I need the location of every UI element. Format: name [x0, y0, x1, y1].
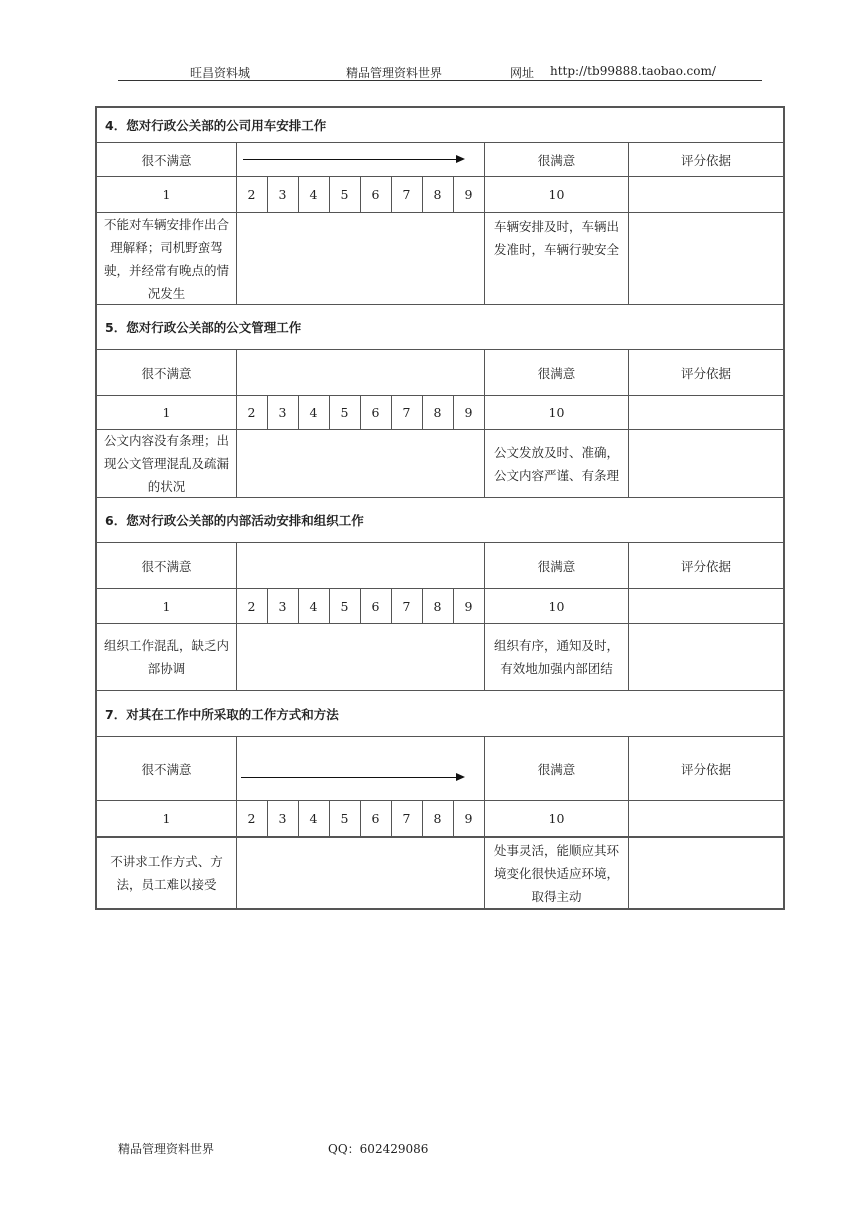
scale-label-row — [97, 736, 783, 800]
basis-label: 评分依据 — [680, 365, 731, 381]
score-4[interactable]: 4 — [309, 811, 318, 826]
low-description: 不讲求工作方式、方法，员工难以接受 — [110, 854, 223, 892]
high-description: 组织有序，通知及时，有效地加强内部团结 — [493, 638, 619, 676]
high-label: 很满意 — [537, 365, 576, 381]
low-label: 很不满意 — [141, 558, 192, 574]
score-9[interactable]: 9 — [464, 405, 473, 420]
section-title-row — [97, 304, 783, 349]
score-row — [97, 588, 783, 623]
low-label: 很不满意 — [141, 761, 192, 777]
low-label: 很不满意 — [141, 152, 192, 168]
page-header — [118, 64, 762, 81]
low-description: 组织工作混乱，缺乏内部协调 — [103, 638, 229, 676]
score-row — [97, 176, 783, 212]
satisfaction-form — [95, 106, 785, 910]
score-1[interactable]: 1 — [162, 187, 171, 202]
scale-label-row — [97, 542, 783, 588]
score-1[interactable]: 1 — [162, 598, 171, 614]
section-7 — [97, 690, 783, 908]
score-2[interactable]: 2 — [247, 405, 256, 420]
low-description: 公文内容没有条理；出现公文管理混乱及疏漏的状况 — [103, 433, 229, 494]
section-5 — [97, 304, 783, 497]
score-7[interactable]: 7 — [402, 405, 411, 420]
score-1[interactable]: 1 — [162, 811, 171, 826]
score-6[interactable]: 6 — [371, 187, 380, 202]
description-row — [97, 429, 783, 497]
score-5[interactable]: 5 — [340, 405, 349, 420]
score-3[interactable]: 3 — [278, 811, 287, 826]
score-row — [97, 800, 783, 836]
high-label: 很满意 — [537, 761, 576, 777]
section-title: 4．您对行政公关部的公司用车安排工作 — [105, 118, 327, 133]
footer-left-text: 精品管理资料世界 — [118, 1142, 215, 1156]
score-7[interactable]: 7 — [402, 598, 411, 614]
basis-input[interactable] — [629, 624, 783, 690]
basis-label: 评分依据 — [680, 558, 731, 574]
high-description: 公文发放及时、准确，公文内容严谨、有条理 — [493, 444, 619, 483]
score-5[interactable]: 5 — [340, 811, 349, 826]
section-title: 7．对其在工作中所采取的工作方式和方法 — [105, 706, 339, 722]
description-row — [97, 836, 783, 908]
high-description: 车辆安排及时，车辆出发准时，车辆行驶安全 — [493, 219, 619, 257]
score-2[interactable]: 2 — [247, 598, 256, 614]
score-5[interactable]: 5 — [340, 187, 349, 202]
basis-label: 评分依据 — [680, 761, 731, 777]
score-4[interactable]: 4 — [309, 598, 318, 614]
score-1[interactable]: 1 — [162, 405, 171, 420]
scale-label-row — [97, 142, 783, 176]
section-title-row — [97, 497, 783, 542]
score-9[interactable]: 9 — [464, 598, 473, 614]
scale-label-row — [97, 349, 783, 395]
basis-input[interactable] — [629, 213, 783, 304]
section-title: 5．您对行政公关部的公文管理工作 — [105, 320, 302, 335]
header-left-text: 旺昌资料城 — [190, 66, 251, 80]
low-label: 很不满意 — [141, 365, 192, 381]
section-4 — [97, 108, 783, 304]
high-description: 处事灵活，能顺应其环境变化很快适应环境，取得主动 — [493, 842, 619, 904]
high-label: 很满意 — [537, 152, 576, 168]
score-6[interactable]: 6 — [371, 405, 380, 420]
score-6[interactable]: 6 — [371, 598, 380, 614]
scale-arrow-icon — [243, 159, 463, 160]
score-8[interactable]: 8 — [433, 598, 442, 614]
score-10[interactable]: 10 — [548, 405, 565, 420]
score-8[interactable]: 8 — [433, 811, 442, 826]
basis-label: 评分依据 — [680, 152, 731, 168]
section-title-row — [97, 690, 783, 736]
score-4[interactable]: 4 — [309, 405, 318, 420]
score-row — [97, 395, 783, 429]
score-10[interactable]: 10 — [548, 187, 565, 202]
score-2[interactable]: 2 — [247, 811, 256, 826]
score-9[interactable]: 9 — [464, 811, 473, 826]
section-6 — [97, 497, 783, 690]
score-10[interactable]: 10 — [548, 811, 565, 826]
description-row — [97, 212, 783, 304]
score-6[interactable]: 6 — [371, 811, 380, 826]
score-3[interactable]: 3 — [278, 187, 287, 202]
basis-input[interactable] — [629, 838, 783, 908]
high-label: 很满意 — [537, 558, 576, 574]
page-footer — [118, 1140, 518, 1156]
score-7[interactable]: 7 — [402, 811, 411, 826]
low-description: 不能对车辆安排作出合理解释；司机野蛮驾驶，并经常有晚点的情况发生 — [103, 216, 229, 301]
score-3[interactable]: 3 — [278, 405, 287, 420]
section-title-row — [97, 108, 783, 142]
basis-input[interactable] — [629, 430, 783, 497]
score-5[interactable]: 5 — [340, 598, 349, 614]
score-4[interactable]: 4 — [309, 187, 318, 202]
header-url-label: 网址 — [510, 66, 535, 80]
score-8[interactable]: 8 — [433, 187, 442, 202]
score-9[interactable]: 9 — [464, 187, 473, 202]
description-row — [97, 623, 783, 690]
score-2[interactable]: 2 — [247, 187, 256, 202]
section-title: 6．您对行政公关部的内部活动安排和组织工作 — [105, 513, 364, 528]
header-center-text: 精品管理资料世界 — [346, 66, 443, 80]
score-7[interactable]: 7 — [402, 187, 411, 202]
header-url[interactable]: http://tb99888.taobao.com/ — [550, 64, 716, 78]
scale-arrow-icon — [241, 777, 463, 778]
footer-qq: QQ：602429086 — [328, 1142, 429, 1156]
score-3[interactable]: 3 — [278, 598, 287, 614]
score-8[interactable]: 8 — [433, 405, 442, 420]
score-10[interactable]: 10 — [548, 598, 565, 614]
